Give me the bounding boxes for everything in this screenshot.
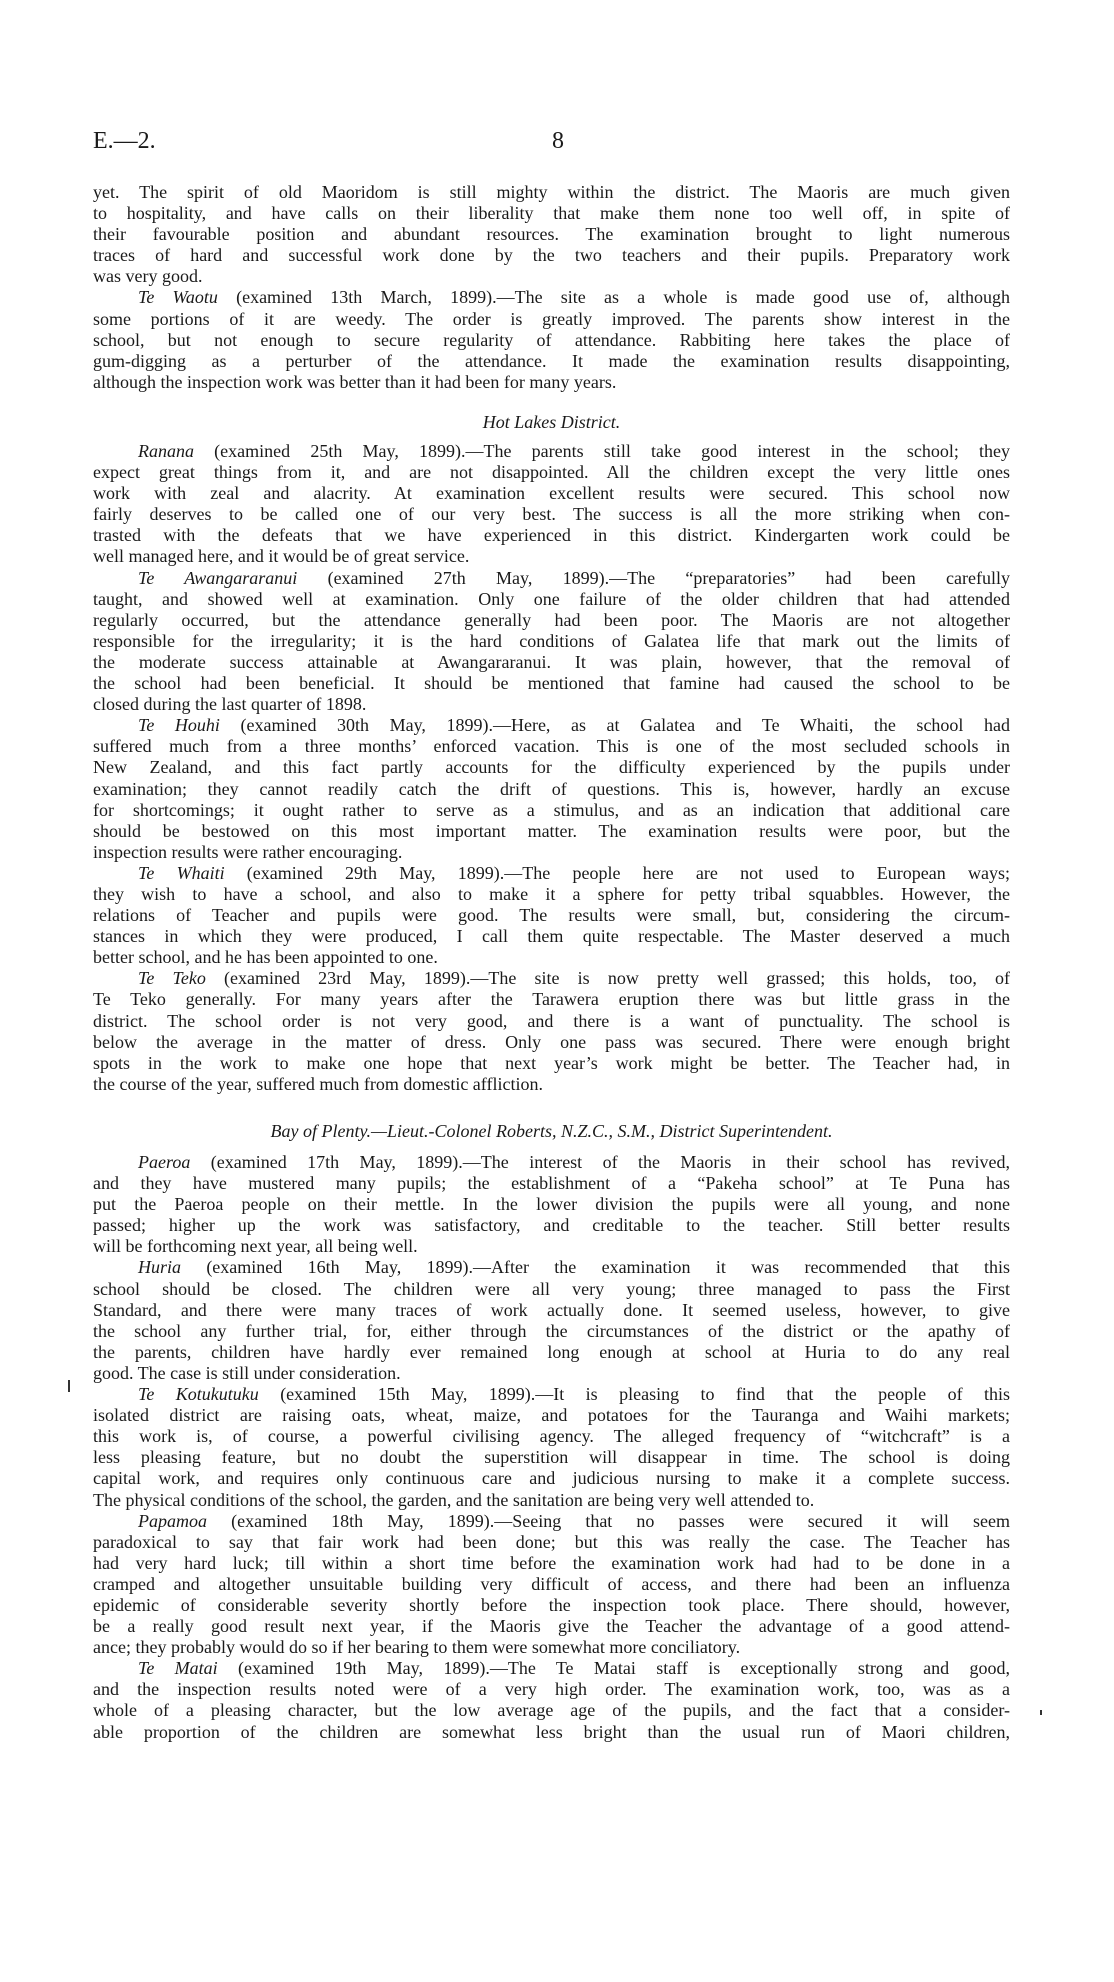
line-text: their favourable position and abundant resources. The examination brought to light numerous <box>93 224 1010 245</box>
line-text: put the Paeroa people on their mettle. In the lower division the pupils were all young, and none <box>93 1194 1010 1215</box>
text-line <box>93 1468 1010 1489</box>
line-text: the moderate success attainable at Awangararanui. It was plain, however, that the removal of <box>93 651 1010 672</box>
line-text: paradoxical to say that fair work had been done; but this was really the case. The Teacher has <box>93 1531 1010 1552</box>
line-text: (examined 25th May, 1899).—The parents still take good interest in the school; they <box>194 441 1010 461</box>
school-name: Papamoa <box>138 1510 207 1531</box>
text-line <box>93 800 1010 821</box>
line-text: and the inspection results noted were of a very high order. The examination work, too, was as a <box>93 1679 1010 1700</box>
line-text: capital work, and requires only continuous care and judicious nursing to make it a complete success. <box>93 1468 1010 1489</box>
line-text: spots in the work to make one hope that next year’s work might be better. The Teacher had, in <box>93 1052 1010 1073</box>
text-line <box>93 1553 1010 1574</box>
text-line <box>93 905 1010 926</box>
line-text: Standard, and there were many traces of work actually done. It seemed useless, however, to give <box>93 1299 1010 1320</box>
line-text: although the inspection work was better than it had been for many years. <box>93 371 617 392</box>
line-text: below the average in the matter of dress. Only one pass was secured. There were enough bright <box>93 1031 1010 1052</box>
line-text: suffered much from a three months’ enforced vacation. This is one of the most secluded schools in <box>93 736 1010 757</box>
section-bay-of-plenty <box>93 1152 1010 1743</box>
line-text: taught, and showed well at examination. Only one failure of the older children that had attended <box>93 588 1010 609</box>
text-line <box>93 1574 1010 1595</box>
text-line <box>93 182 1010 203</box>
text-line <box>93 1447 1010 1468</box>
line-text: (examined 30th May, 1899).—Here, as at Galatea and Te Whaiti, the school had <box>219 715 1010 736</box>
text-line <box>93 441 1010 462</box>
text-line <box>93 1152 1010 1173</box>
text-line <box>93 224 1010 245</box>
line-text: regularly occurred, but the attendance generally had been poor. The Maoris are not altogether <box>93 609 1010 630</box>
text-line <box>93 203 1010 224</box>
text-line <box>93 1363 1010 1384</box>
line-text: good. The case is still under consideration. <box>93 1362 401 1383</box>
text-line <box>93 1637 1010 1658</box>
scan-mark <box>68 1380 70 1392</box>
text-line <box>93 631 1010 652</box>
line-text: (examined 29th May, 1899).—The people here are not used to European ways; <box>224 862 1010 883</box>
line-text: (examined 23rd May, 1899).—The site is now pretty well grassed; this holds, too, of <box>205 968 1010 989</box>
text-line <box>93 351 1010 372</box>
text-line <box>93 1595 1010 1616</box>
text-line <box>93 989 1010 1010</box>
line-text: they wish to have a school, and also to make it a sphere for petty tribal squabbles. However, the <box>93 883 1010 904</box>
text-line <box>93 1215 1010 1236</box>
line-text: (examined 27th May, 1899).—The “preparatories” had been carefully <box>297 567 1011 588</box>
text-line <box>93 863 1010 884</box>
line-text: less pleasing feature, but no doubt the superstition will disappear in time. The school is doing <box>93 1447 1010 1468</box>
text-line <box>93 1300 1010 1321</box>
line-text: isolated district are raising oats, wheat, maize, and potatoes for the Tauranga and Waihi markets; <box>93 1405 1010 1426</box>
paragraph <box>93 1658 1010 1742</box>
line-text: relations of Teacher and pupils were good. The results were small, but, considering the circum- <box>93 905 1010 926</box>
text-line <box>93 779 1010 800</box>
text-line <box>93 1173 1010 1194</box>
paragraph <box>93 287 1010 392</box>
school-name: Ranana <box>138 441 194 461</box>
line-text: whole of a pleasing character, but the low average age of the pupils, and the fact that a consider- <box>93 1700 1010 1721</box>
scan-mark <box>1040 1710 1042 1715</box>
text-line <box>93 1053 1010 1074</box>
line-text: stances in which they were produced, I call them quite respectable. The Master deserved a much <box>93 926 1010 947</box>
line-text: responsible for the irregularity; it is the hard conditions of Galatea life that mark out the limits of <box>93 630 1010 651</box>
line-text: district. The school order is not very good, and there is a want of punctuality. The school is <box>93 1010 1010 1031</box>
line-text: the course of the year, suffered much from domestic affliction. <box>93 1073 543 1094</box>
school-name: Te Teko <box>138 968 206 989</box>
line-text: New Zealand, and this fact partly accounts for the difficulty experienced by the pupils under <box>93 757 1010 778</box>
paragraph <box>93 863 1010 968</box>
section-heading-hot-lakes: Hot Lakes District. <box>482 412 621 432</box>
line-text: trasted with the defeats that we have experienced in this district. Kindergarten work could be <box>93 525 1010 546</box>
line-text: (examined 18th May, 1899).—Seeing that no passes were secured it will seem <box>207 1510 1010 1531</box>
text-line <box>93 842 1010 863</box>
text-line <box>93 1257 1010 1278</box>
text-line <box>93 504 1010 525</box>
line-text: better school, and he has been appointed to one. <box>93 947 438 968</box>
section-heading-bay-of-plenty: Bay of Plenty.—Lieut.-Colonel Roberts, N.Z.C., S.M., District Superintendent. <box>270 1121 833 1141</box>
text-line <box>93 287 1010 308</box>
line-text: school should be closed. The children were all very young; three managed to pass the First <box>93 1278 1010 1299</box>
text-line <box>93 715 1010 736</box>
school-name: Te Matai <box>138 1658 218 1679</box>
text-line <box>93 1511 1010 1532</box>
line-text: ance; they probably would do so if her bearing to them were somewhat more conciliatory. <box>93 1637 741 1658</box>
line-text: and they have mustered many pupils; the establishment of a “Pakeha school” at Te Puna has <box>93 1173 1010 1194</box>
line-text: be a really good result next year, if the Maoris give the Teacher the advantage of a good attend- <box>93 1616 1010 1637</box>
line-text: able proportion of the children are somewhat less bright than the usual run of Maori children, <box>93 1721 1010 1742</box>
text-line <box>93 673 1010 694</box>
line-text: should be bestowed on this most important matter. The examination results were poor, but the <box>93 820 1010 841</box>
text-line <box>93 1384 1010 1405</box>
line-text: fairly deserves to be called one of our very best. The success is all the more striking when con- <box>93 504 1010 525</box>
text-line <box>93 1405 1010 1426</box>
text-line <box>93 1658 1010 1679</box>
line-text: the school any further trial, for, either through the circumstances of the district or the apathy of <box>93 1320 1010 1341</box>
text-line <box>93 1342 1010 1363</box>
text-line <box>93 589 1010 610</box>
line-text: for shortcomings; it ought rather to serve as a stimulus, and as an indication that additional care <box>93 799 1010 820</box>
line-text: epidemic of considerable severity shortly before the inspection took place. There should, however, <box>93 1594 1010 1615</box>
document-code: E.—2. <box>93 128 156 154</box>
line-text: (examined 13th March, 1899).—The site as a whole is made good use of, although <box>217 287 1010 308</box>
paragraph <box>93 968 1010 1095</box>
text-line <box>93 1279 1010 1300</box>
line-text: cramped and altogether unsuitable building very difficult of access, and there had been an influenza <box>93 1573 1010 1594</box>
line-text: the parents, children have hardly ever remained long enough at school at Huria to do any real <box>93 1341 1010 1362</box>
text-line <box>93 1490 1010 1511</box>
text-line <box>93 568 1010 589</box>
paragraph <box>93 1152 1010 1257</box>
line-text: some portions of it are weedy. The order is greatly improved. The parents show interest in the <box>93 308 1010 329</box>
text-line <box>93 1074 1010 1095</box>
text-line <box>93 610 1010 631</box>
paragraph <box>93 715 1010 863</box>
text-line <box>93 736 1010 757</box>
line-text: was very good. <box>93 266 203 287</box>
text-line <box>93 968 1010 989</box>
text-line <box>93 1616 1010 1637</box>
line-text: the school had been beneficial. It should be mentioned that famine had caused the school to be <box>93 673 1010 694</box>
line-text: examination; they cannot readily catch the drift of questions. This is, however, hardly an excuse <box>93 778 1010 799</box>
text-line <box>93 330 1010 351</box>
school-name: Te Whaiti <box>138 862 225 883</box>
paragraph <box>93 568 1010 716</box>
school-name: Te Houhi <box>138 715 220 736</box>
text-line <box>93 309 1010 330</box>
text-line <box>93 694 1010 715</box>
line-text: The physical conditions of the school, the garden, and the sanitation are being very well attended to. <box>93 1489 815 1510</box>
text-line <box>93 245 1010 266</box>
school-name: Te Kotukutuku <box>138 1384 259 1405</box>
text-line <box>93 757 1010 778</box>
line-text: will be forthcoming next year, all being well. <box>93 1236 418 1257</box>
line-text: well managed here, and it would be of great service. <box>93 546 470 567</box>
line-text: to hospitality, and have calls on their liberality that make them none too well off, in spite of <box>93 203 1010 224</box>
text-line <box>93 1532 1010 1553</box>
text-line <box>93 1032 1010 1053</box>
paragraph <box>93 1384 1010 1511</box>
text-line <box>93 884 1010 905</box>
paragraph <box>93 182 1010 287</box>
section-hot-lakes <box>93 441 1010 1095</box>
line-text: had very hard luck; till within a short time before the examination work had had to be done in a <box>93 1552 1010 1573</box>
line-text: (examined 15th May, 1899).—It is pleasing to find that the people of this <box>258 1384 1010 1405</box>
school-name: Paeroa <box>138 1152 191 1172</box>
line-text: inspection results were rather encouraging. <box>93 841 403 862</box>
line-text: (examined 16th May, 1899).—After the examination it was recommended that this <box>181 1257 1010 1278</box>
text-line <box>93 821 1010 842</box>
text-line <box>93 546 1010 567</box>
line-text: Te Teko generally. For many years after the Tarawera eruption there was but little grass in the <box>93 989 1010 1010</box>
paragraph <box>93 1257 1010 1384</box>
line-text: (examined 17th May, 1899).—The interest of the Maoris in their school has revived, <box>190 1152 1010 1172</box>
text-line <box>93 1700 1010 1721</box>
text-line <box>93 1011 1010 1032</box>
text-line <box>93 1722 1010 1743</box>
text-line <box>93 372 1010 393</box>
line-text: (examined 19th May, 1899).—The Te Matai staff is exceptionally strong and good, <box>217 1658 1010 1679</box>
line-text: closed during the last quarter of 1898. <box>93 694 367 715</box>
line-text: yet. The spirit of old Maoridom is still mighty within the district. The Maoris are much given <box>93 182 1010 202</box>
text-line <box>93 947 1010 968</box>
text-line <box>93 1426 1010 1447</box>
line-text: traces of hard and successful work done by the two teachers and their pupils. Preparatory work <box>93 245 1010 266</box>
line-text: school, but not enough to secure regularity of attendance. Rabbiting here takes the place of <box>93 329 1010 350</box>
line-text: work with zeal and alacrity. At examination excellent results were secured. This school now <box>93 483 1010 504</box>
text-line <box>93 462 1010 483</box>
line-text: this work is, of course, a powerful civilising agency. The alleged frequency of “witchcraft” is a <box>93 1426 1010 1447</box>
text-line <box>93 525 1010 546</box>
text-line <box>93 483 1010 504</box>
text-line <box>93 926 1010 947</box>
paragraph <box>93 1511 1010 1659</box>
text-line <box>93 266 1010 287</box>
text-line <box>93 1194 1010 1215</box>
text-line <box>93 1679 1010 1700</box>
section-continued <box>93 182 1010 393</box>
school-name: Huria <box>138 1257 182 1278</box>
text-line <box>93 652 1010 673</box>
text-line <box>93 1321 1010 1342</box>
paragraph <box>93 441 1010 568</box>
page-number: 8 <box>552 128 564 154</box>
line-text: expect great things from it, and are not disappointed. All the children except the very little ones <box>93 462 1010 483</box>
line-text: gum-digging as a perturber of the attendance. It made the examination results disappointing, <box>93 350 1010 371</box>
school-name: Te Awangararanui <box>138 567 298 588</box>
line-text: passed; higher up the work was satisfactory, and creditable to the teacher. Still better results <box>93 1215 1010 1236</box>
text-line <box>93 1236 1010 1257</box>
school-name: Te Waotu <box>138 287 218 308</box>
